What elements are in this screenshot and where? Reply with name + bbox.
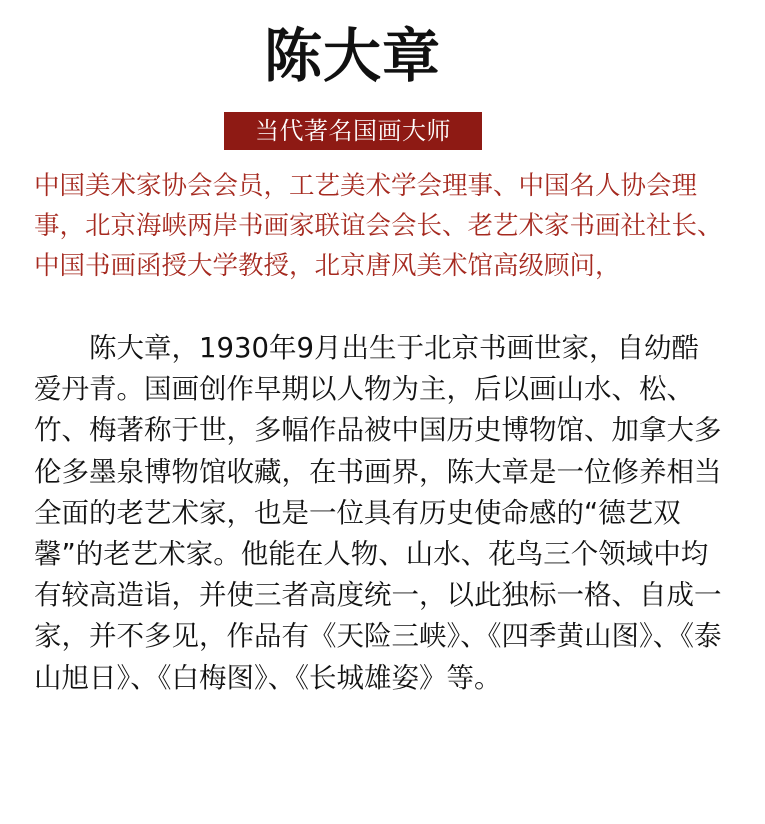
artist-name-title: 陈大章 xyxy=(263,22,441,90)
biography-paragraph: 陈大章，1930年9月出生于北京书画世家，自幼酷爱丹青。国画创作早期以人物为主，后以画山水、松、竹、梅著称于世，多幅作品被中国历史博物馆、加拿大多伦多墨泉博物馆收藏，在书画界，陈大章是一位修养相当全面的老艺术家，也是一位具有历史使命感的“德艺双馨”的老艺术家。他能在人物、山水、花鸟三个领域中均有较高造诣，并使三者高度统一，以此独标一格、自成一家，并不多见，作品有《天险三峡》、《四季黄山图》、《泰山旭日》、《白梅图》、《长城雄姿》等。 xyxy=(34,332,722,694)
honors-paragraph: 中国美术家协会会员，工艺美术学会理事、中国名人协会理事，北京海峡两岸书画家联谊会会长、老艺术家书画社社长、中国书画函授大学教授，北京唐风美术馆高级顾问， xyxy=(34,171,723,281)
subtitle-text: 当代著名国画大师 xyxy=(255,117,451,145)
subtitle-banner xyxy=(224,112,482,150)
